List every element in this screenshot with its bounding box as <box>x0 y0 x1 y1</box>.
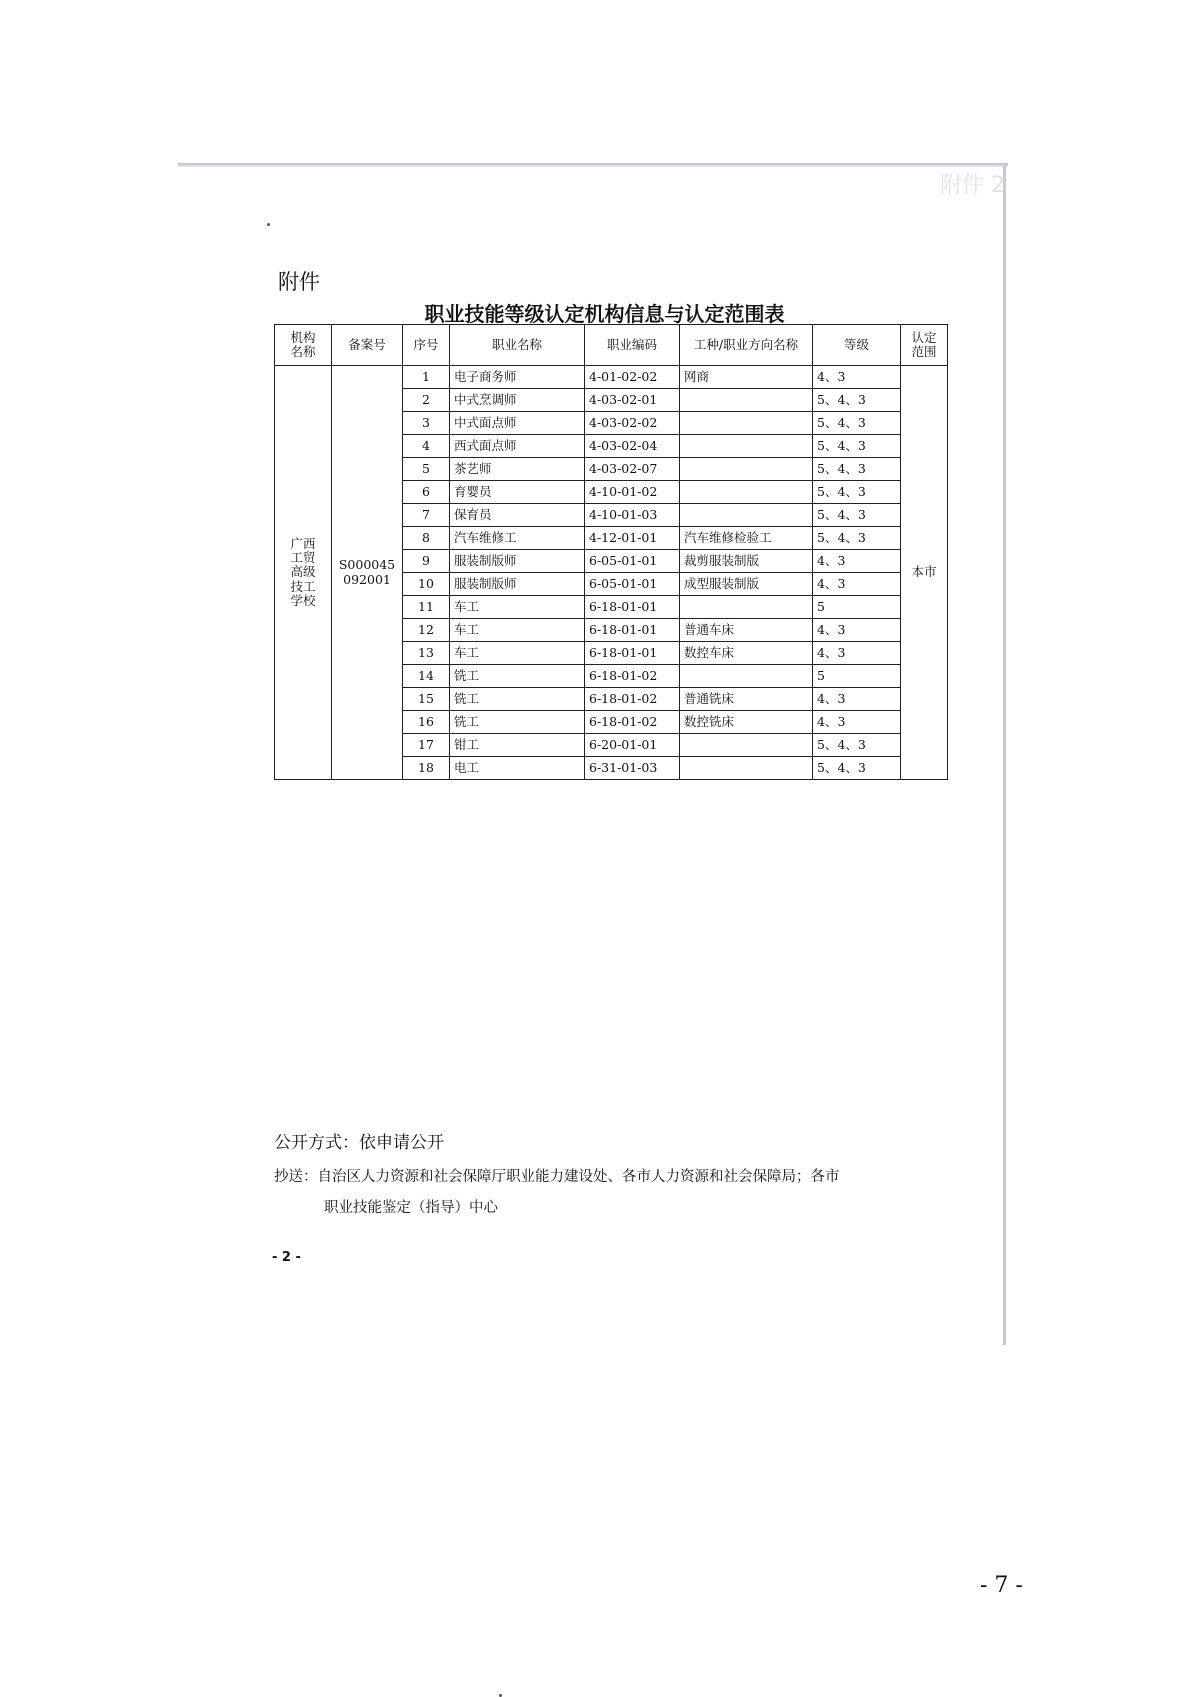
table-row <box>275 366 948 389</box>
row-seq: 8 <box>403 527 450 550</box>
row-occupation-code: 6-18-01-01 <box>585 619 680 642</box>
row-seq: 13 <box>403 642 450 665</box>
row-occupation-code: 4-03-02-02 <box>585 412 680 435</box>
row-direction <box>680 665 813 688</box>
row-seq: 2 <box>403 389 450 412</box>
header-org: 机构 名称 <box>275 325 332 366</box>
header-occupation-code: 职业编码 <box>585 325 680 366</box>
scan-edge-right <box>1003 165 1006 1345</box>
row-level: 4、3 <box>813 688 901 711</box>
cc-label: 抄送： <box>274 1169 318 1185</box>
row-seq: 17 <box>403 734 450 757</box>
row-direction <box>680 412 813 435</box>
row-level: 5、4、3 <box>813 527 901 550</box>
row-occupation-name: 电工 <box>450 757 585 780</box>
row-occupation-code: 6-20-01-01 <box>585 734 680 757</box>
row-level: 5、4、3 <box>813 412 901 435</box>
header-occupation-name: 职业名称 <box>450 325 585 366</box>
row-seq: 12 <box>403 619 450 642</box>
row-seq: 7 <box>403 504 450 527</box>
scan-speck <box>267 223 270 226</box>
row-occupation-name: 西式面点师 <box>450 435 585 458</box>
row-level: 5、4、3 <box>813 389 901 412</box>
record-number: S000045 092001 <box>332 366 403 780</box>
row-occupation-name: 铣工 <box>450 688 585 711</box>
row-level: 4、3 <box>813 619 901 642</box>
row-level: 5、4、3 <box>813 435 901 458</box>
row-seq: 6 <box>403 481 450 504</box>
row-occupation-name: 茶艺师 <box>450 458 585 481</box>
row-direction: 普通铣床 <box>680 688 813 711</box>
row-occupation-code: 6-05-01-01 <box>585 550 680 573</box>
table-body <box>275 366 948 780</box>
row-seq: 14 <box>403 665 450 688</box>
header-record-no: 备案号 <box>332 325 403 366</box>
row-occupation-code: 4-03-02-07 <box>585 458 680 481</box>
row-direction: 裁剪服装制版 <box>680 550 813 573</box>
row-occupation-code: 6-18-01-02 <box>585 665 680 688</box>
row-level: 4、3 <box>813 711 901 734</box>
row-direction: 成型服装制版 <box>680 573 813 596</box>
row-occupation-name: 钳工 <box>450 734 585 757</box>
row-direction <box>680 481 813 504</box>
header-direction: 工种/职业方向名称 <box>680 325 813 366</box>
row-direction: 汽车维修检验工 <box>680 527 813 550</box>
scan-edge-top <box>178 163 1008 167</box>
row-occupation-code: 6-31-01-03 <box>585 757 680 780</box>
row-occupation-code: 6-18-01-02 <box>585 688 680 711</box>
row-seq: 15 <box>403 688 450 711</box>
certification-scope-table <box>274 324 948 780</box>
row-seq: 16 <box>403 711 450 734</box>
table-header-row <box>275 325 948 366</box>
row-occupation-name: 铣工 <box>450 711 585 734</box>
row-occupation-name: 中式烹调师 <box>450 389 585 412</box>
header-seq: 序号 <box>403 325 450 366</box>
row-seq: 18 <box>403 757 450 780</box>
row-direction <box>680 734 813 757</box>
row-occupation-code: 6-18-01-02 <box>585 711 680 734</box>
row-seq: 5 <box>403 458 450 481</box>
row-occupation-name: 服装制版师 <box>450 550 585 573</box>
row-direction <box>680 596 813 619</box>
row-level: 5、4、3 <box>813 734 901 757</box>
row-occupation-name: 汽车维修工 <box>450 527 585 550</box>
row-occupation-code: 6-18-01-01 <box>585 596 680 619</box>
row-seq: 11 <box>403 596 450 619</box>
row-occupation-name: 车工 <box>450 619 585 642</box>
row-occupation-code: 4-10-01-02 <box>585 481 680 504</box>
row-direction <box>680 435 813 458</box>
row-occupation-code: 6-05-01-01 <box>585 573 680 596</box>
row-seq: 9 <box>403 550 450 573</box>
row-level: 5、4、3 <box>813 757 901 780</box>
row-occupation-code: 4-10-01-03 <box>585 504 680 527</box>
row-occupation-code: 4-03-02-01 <box>585 389 680 412</box>
row-direction <box>680 389 813 412</box>
row-occupation-name: 车工 <box>450 642 585 665</box>
row-direction: 网商 <box>680 366 813 389</box>
row-occupation-name: 铣工 <box>450 665 585 688</box>
table-title: 职业技能等级认定机构信息与认定范围表 <box>424 302 785 326</box>
row-direction <box>680 458 813 481</box>
row-direction: 数控铣床 <box>680 711 813 734</box>
header-scope: 认定 范围 <box>901 325 948 366</box>
row-level: 5 <box>813 596 901 619</box>
outer-page-number: - 7 - <box>980 1573 1023 1598</box>
row-occupation-code: 4-12-01-01 <box>585 527 680 550</box>
row-level: 4、3 <box>813 550 901 573</box>
disclosure-method: 公开方式：依申请公开 <box>274 1133 444 1153</box>
row-level: 5 <box>813 665 901 688</box>
row-occupation-name: 服装制版师 <box>450 573 585 596</box>
row-occupation-name: 车工 <box>450 596 585 619</box>
row-occupation-name: 中式面点师 <box>450 412 585 435</box>
annex-label: 附件 <box>278 270 320 294</box>
row-level: 4、3 <box>813 366 901 389</box>
row-occupation-code: 4-03-02-04 <box>585 435 680 458</box>
inner-page-number: - 2 - <box>272 1250 301 1265</box>
cc-line-2: 职业技能鉴定（指导）中心 <box>324 1200 498 1216</box>
bleed-through-mark: 附件 2 <box>940 173 1005 198</box>
row-level: 4、3 <box>813 573 901 596</box>
row-occupation-name: 育婴员 <box>450 481 585 504</box>
row-seq: 4 <box>403 435 450 458</box>
row-seq: 3 <box>403 412 450 435</box>
row-level: 4、3 <box>813 642 901 665</box>
organization-name: 广西 工贸 高级 技工 学校 <box>275 366 332 780</box>
row-level: 5、4、3 <box>813 481 901 504</box>
header-level: 等级 <box>813 325 901 366</box>
row-level: 5、4、3 <box>813 458 901 481</box>
row-level: 5、4、3 <box>813 504 901 527</box>
row-direction <box>680 504 813 527</box>
row-seq: 10 <box>403 573 450 596</box>
row-direction <box>680 757 813 780</box>
cc-line-1: 自治区人力资源和社会保障厅职业能力建设处、各市人力资源和社会保障局；各市 <box>317 1169 840 1185</box>
cc-recipients <box>274 1162 914 1224</box>
row-occupation-code: 4-01-02-02 <box>585 366 680 389</box>
row-seq: 1 <box>403 366 450 389</box>
certification-scope: 本市 <box>901 366 948 780</box>
row-direction: 普通车床 <box>680 619 813 642</box>
row-occupation-name: 保育员 <box>450 504 585 527</box>
row-occupation-name: 电子商务师 <box>450 366 585 389</box>
row-direction: 数控车床 <box>680 642 813 665</box>
row-occupation-code: 6-18-01-01 <box>585 642 680 665</box>
